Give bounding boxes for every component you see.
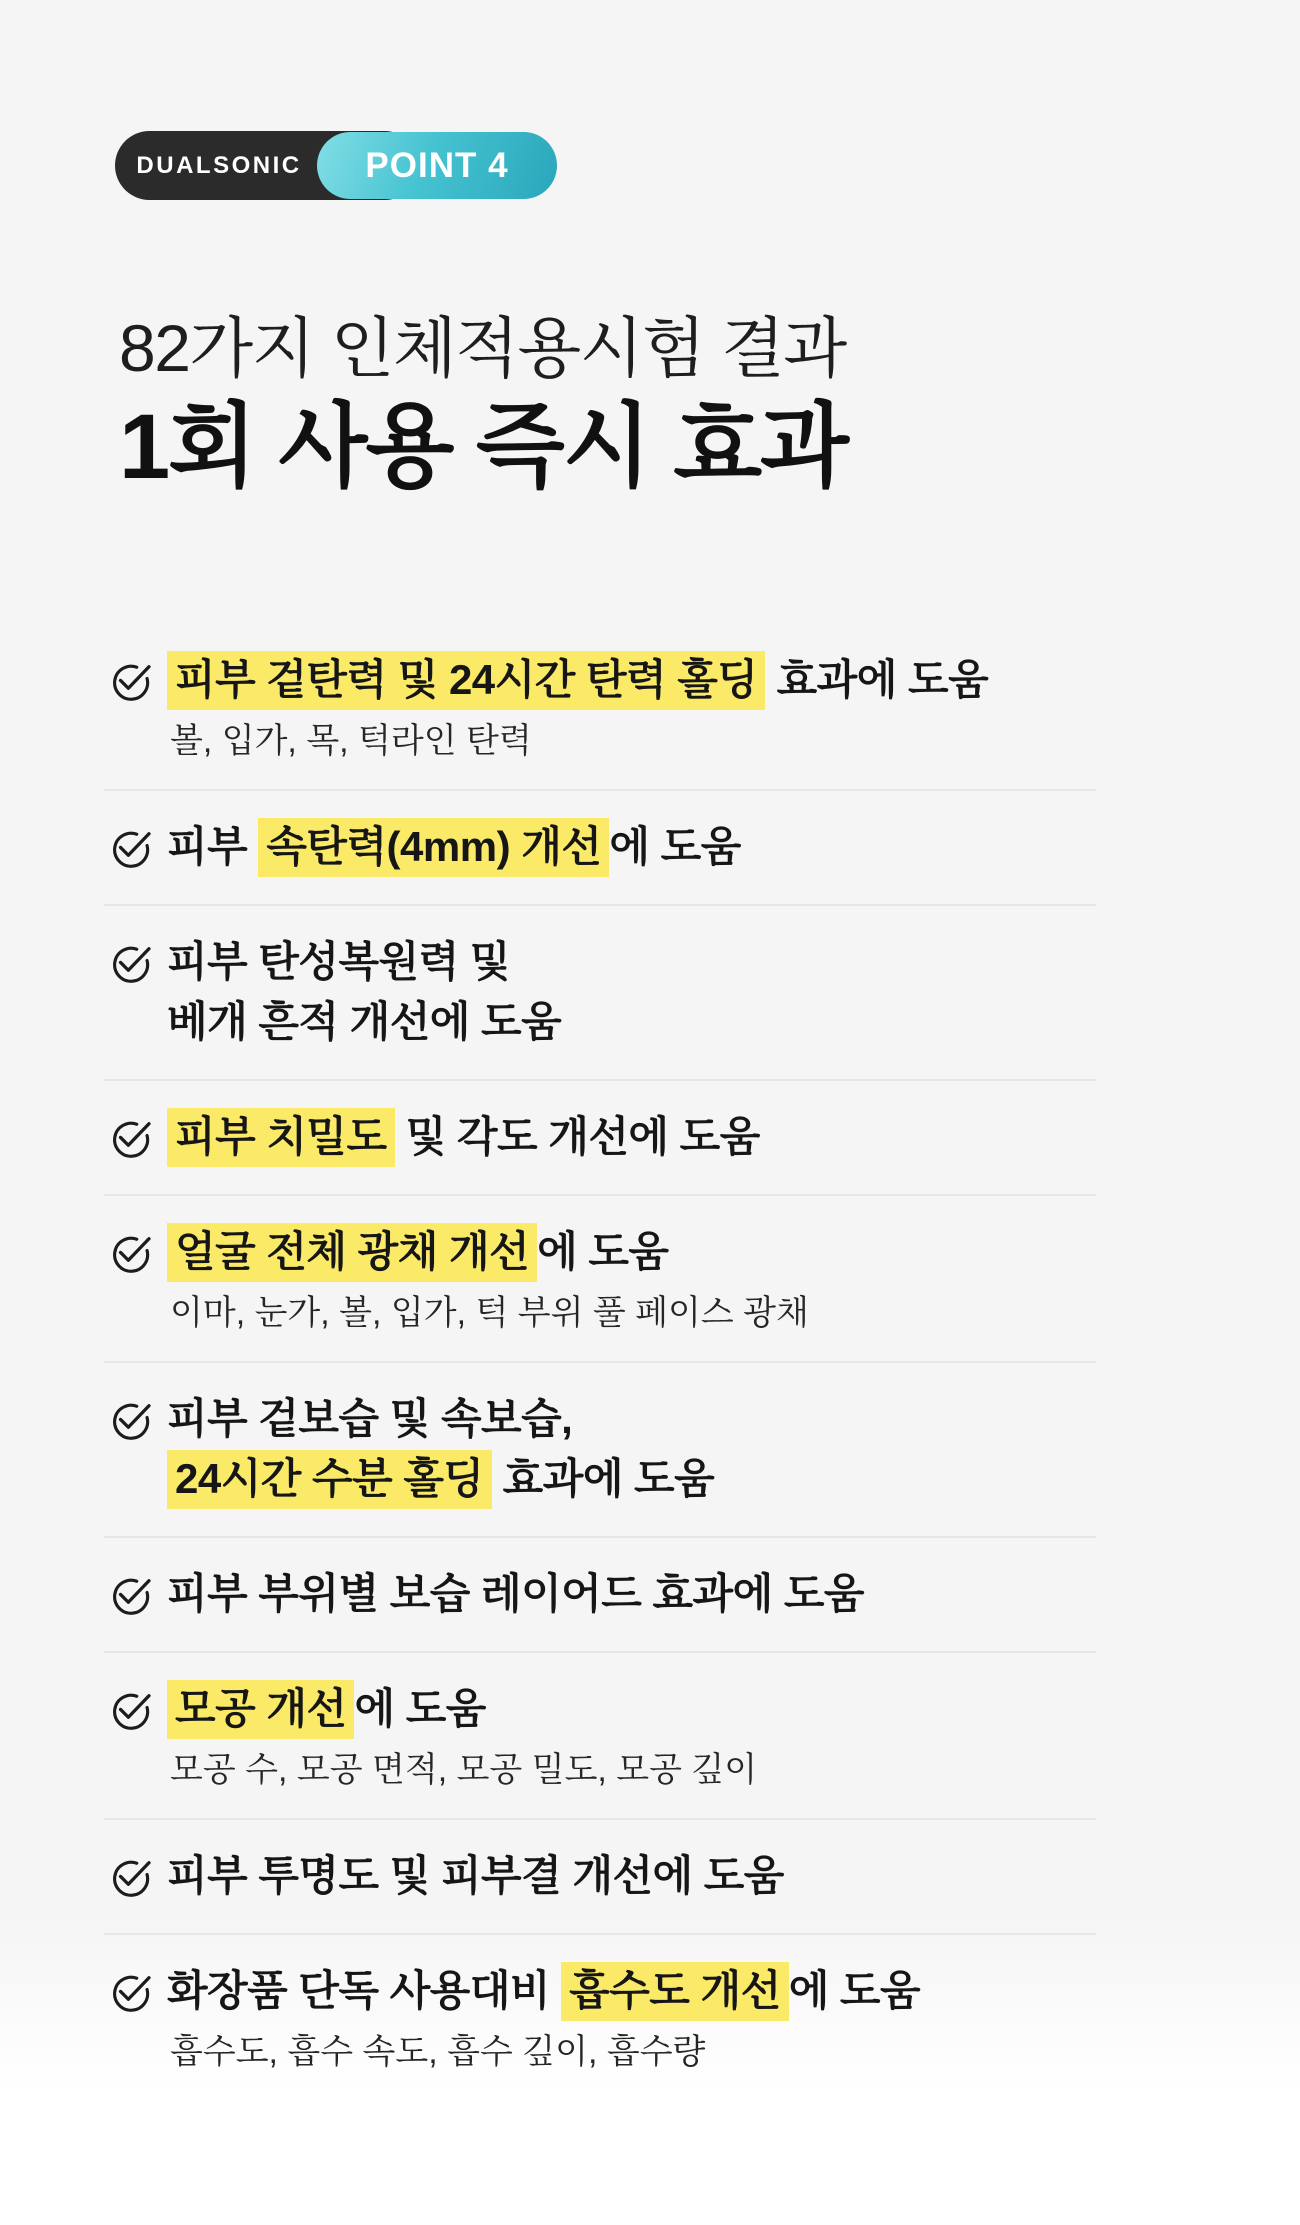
benefit-text: [167, 1389, 1096, 1509]
benefit-main: [167, 817, 1096, 877]
benefit-text-segment: 에 도움: [609, 823, 741, 870]
benefit-text-segment: 에 도움: [537, 1228, 669, 1275]
check-circle-icon: [110, 1969, 154, 2013]
benefit-item: [104, 1196, 1096, 1363]
benefit-main: [167, 1679, 1096, 1739]
benefit-text-segment: 피부 겉보습 및 속보습,: [167, 1395, 573, 1442]
benefit-main: [167, 1961, 1096, 2021]
brand-label: DUALSONIC: [136, 151, 302, 179]
benefit-text: [167, 1846, 1096, 1906]
benefit-text: [167, 932, 1096, 1052]
highlighted-text: 속탄력(4mm) 개선: [258, 818, 609, 877]
benefit-text: [167, 1679, 1096, 1791]
check-circle-icon: [110, 1572, 154, 1616]
title-line-1: 82가지 인체적용시험 결과: [119, 311, 846, 385]
benefit-text-segment: 에 도움: [354, 1685, 486, 1732]
check-circle-icon: [110, 1854, 154, 1898]
point-label: POINT 4: [365, 145, 509, 185]
check-circle-icon: [110, 1115, 154, 1159]
benefit-item: [104, 1538, 1096, 1653]
benefit-text: [167, 650, 1096, 762]
highlighted-text: 피부 겉탄력 및 24시간 탄력 홀딩: [167, 651, 765, 710]
benefit-text-segment: 피부 투명도 및 피부결 개선에 도움: [167, 1852, 784, 1899]
check-circle-icon: [110, 940, 154, 984]
benefit-main: [167, 1846, 1096, 1906]
benefit-item: [104, 1363, 1096, 1538]
highlighted-text: 흡수도 개선: [561, 1962, 789, 2021]
point-pill: [317, 132, 557, 199]
title-line-2: 1회 사용 즉시 효과: [119, 396, 847, 498]
check-circle-icon: [110, 825, 154, 869]
benefit-text-segment: 베개 흔적 개선에 도움: [167, 998, 562, 1045]
benefit-main: [167, 932, 1096, 992]
check-circle-icon: [110, 1230, 154, 1274]
benefit-item: [104, 1653, 1096, 1820]
benefit-main: [167, 1107, 1096, 1167]
benefit-text: [167, 817, 1096, 877]
benefit-list: [104, 624, 1096, 2100]
benefit-text-segment: 및 각도 개선에 도움: [394, 1113, 760, 1160]
benefit-item: [104, 1820, 1096, 1935]
benefit-item: [104, 1081, 1096, 1196]
benefit-text-segment: 에 도움: [788, 1967, 921, 2014]
highlighted-text: 얼굴 전체 광채 개선: [167, 1223, 537, 1282]
benefit-main-line-2: [167, 992, 1096, 1052]
check-circle-icon: [110, 1687, 154, 1731]
benefit-text-segment: 화장품 단독 사용대비: [167, 1967, 562, 2014]
benefit-item: [104, 906, 1096, 1081]
benefit-item: [104, 1935, 1096, 2100]
check-circle-icon: [110, 658, 154, 702]
benefit-text: [167, 1107, 1096, 1167]
point-badge: [115, 131, 557, 200]
benefit-main: [167, 1222, 1096, 1282]
benefit-text-segment: 피부 부위별 보습 레이어드 효과에 도움: [167, 1570, 864, 1617]
benefit-main: [167, 1389, 1096, 1449]
highlighted-text: 피부 치밀도: [167, 1108, 395, 1167]
benefit-text-segment: 효과에 도움: [491, 1455, 715, 1502]
benefit-text-segment: 피부: [167, 823, 259, 870]
benefit-text: [167, 1222, 1096, 1334]
benefit-subtext: 모공 수, 모공 면적, 모공 밀도, 모공 깊이: [170, 1751, 758, 1789]
benefit-main: [167, 1564, 1096, 1624]
benefit-text: [167, 1961, 1096, 2073]
benefit-subtext: 흡수도, 흡수 속도, 흡수 깊이, 흡수량: [170, 2033, 706, 2071]
benefit-main: [167, 650, 1096, 710]
benefit-item: [104, 624, 1096, 791]
page-title: [119, 310, 1240, 502]
benefit-subtext: 볼, 입가, 목, 턱라인 탄력: [170, 722, 532, 760]
check-circle-icon: [110, 1397, 154, 1441]
benefit-subtext: 이마, 눈가, 볼, 입가, 턱 부위 풀 페이스 광채: [170, 1294, 809, 1332]
highlighted-text: 24시간 수분 홀딩: [167, 1450, 492, 1509]
benefit-main-line-2: [167, 1449, 1096, 1509]
benefit-item: [104, 791, 1096, 906]
benefit-text-segment: 피부 탄성복원력 및: [167, 938, 510, 985]
benefit-text-segment: 효과에 도움: [765, 656, 989, 703]
highlighted-text: 모공 개선: [167, 1680, 354, 1739]
benefit-text: [167, 1564, 1096, 1624]
